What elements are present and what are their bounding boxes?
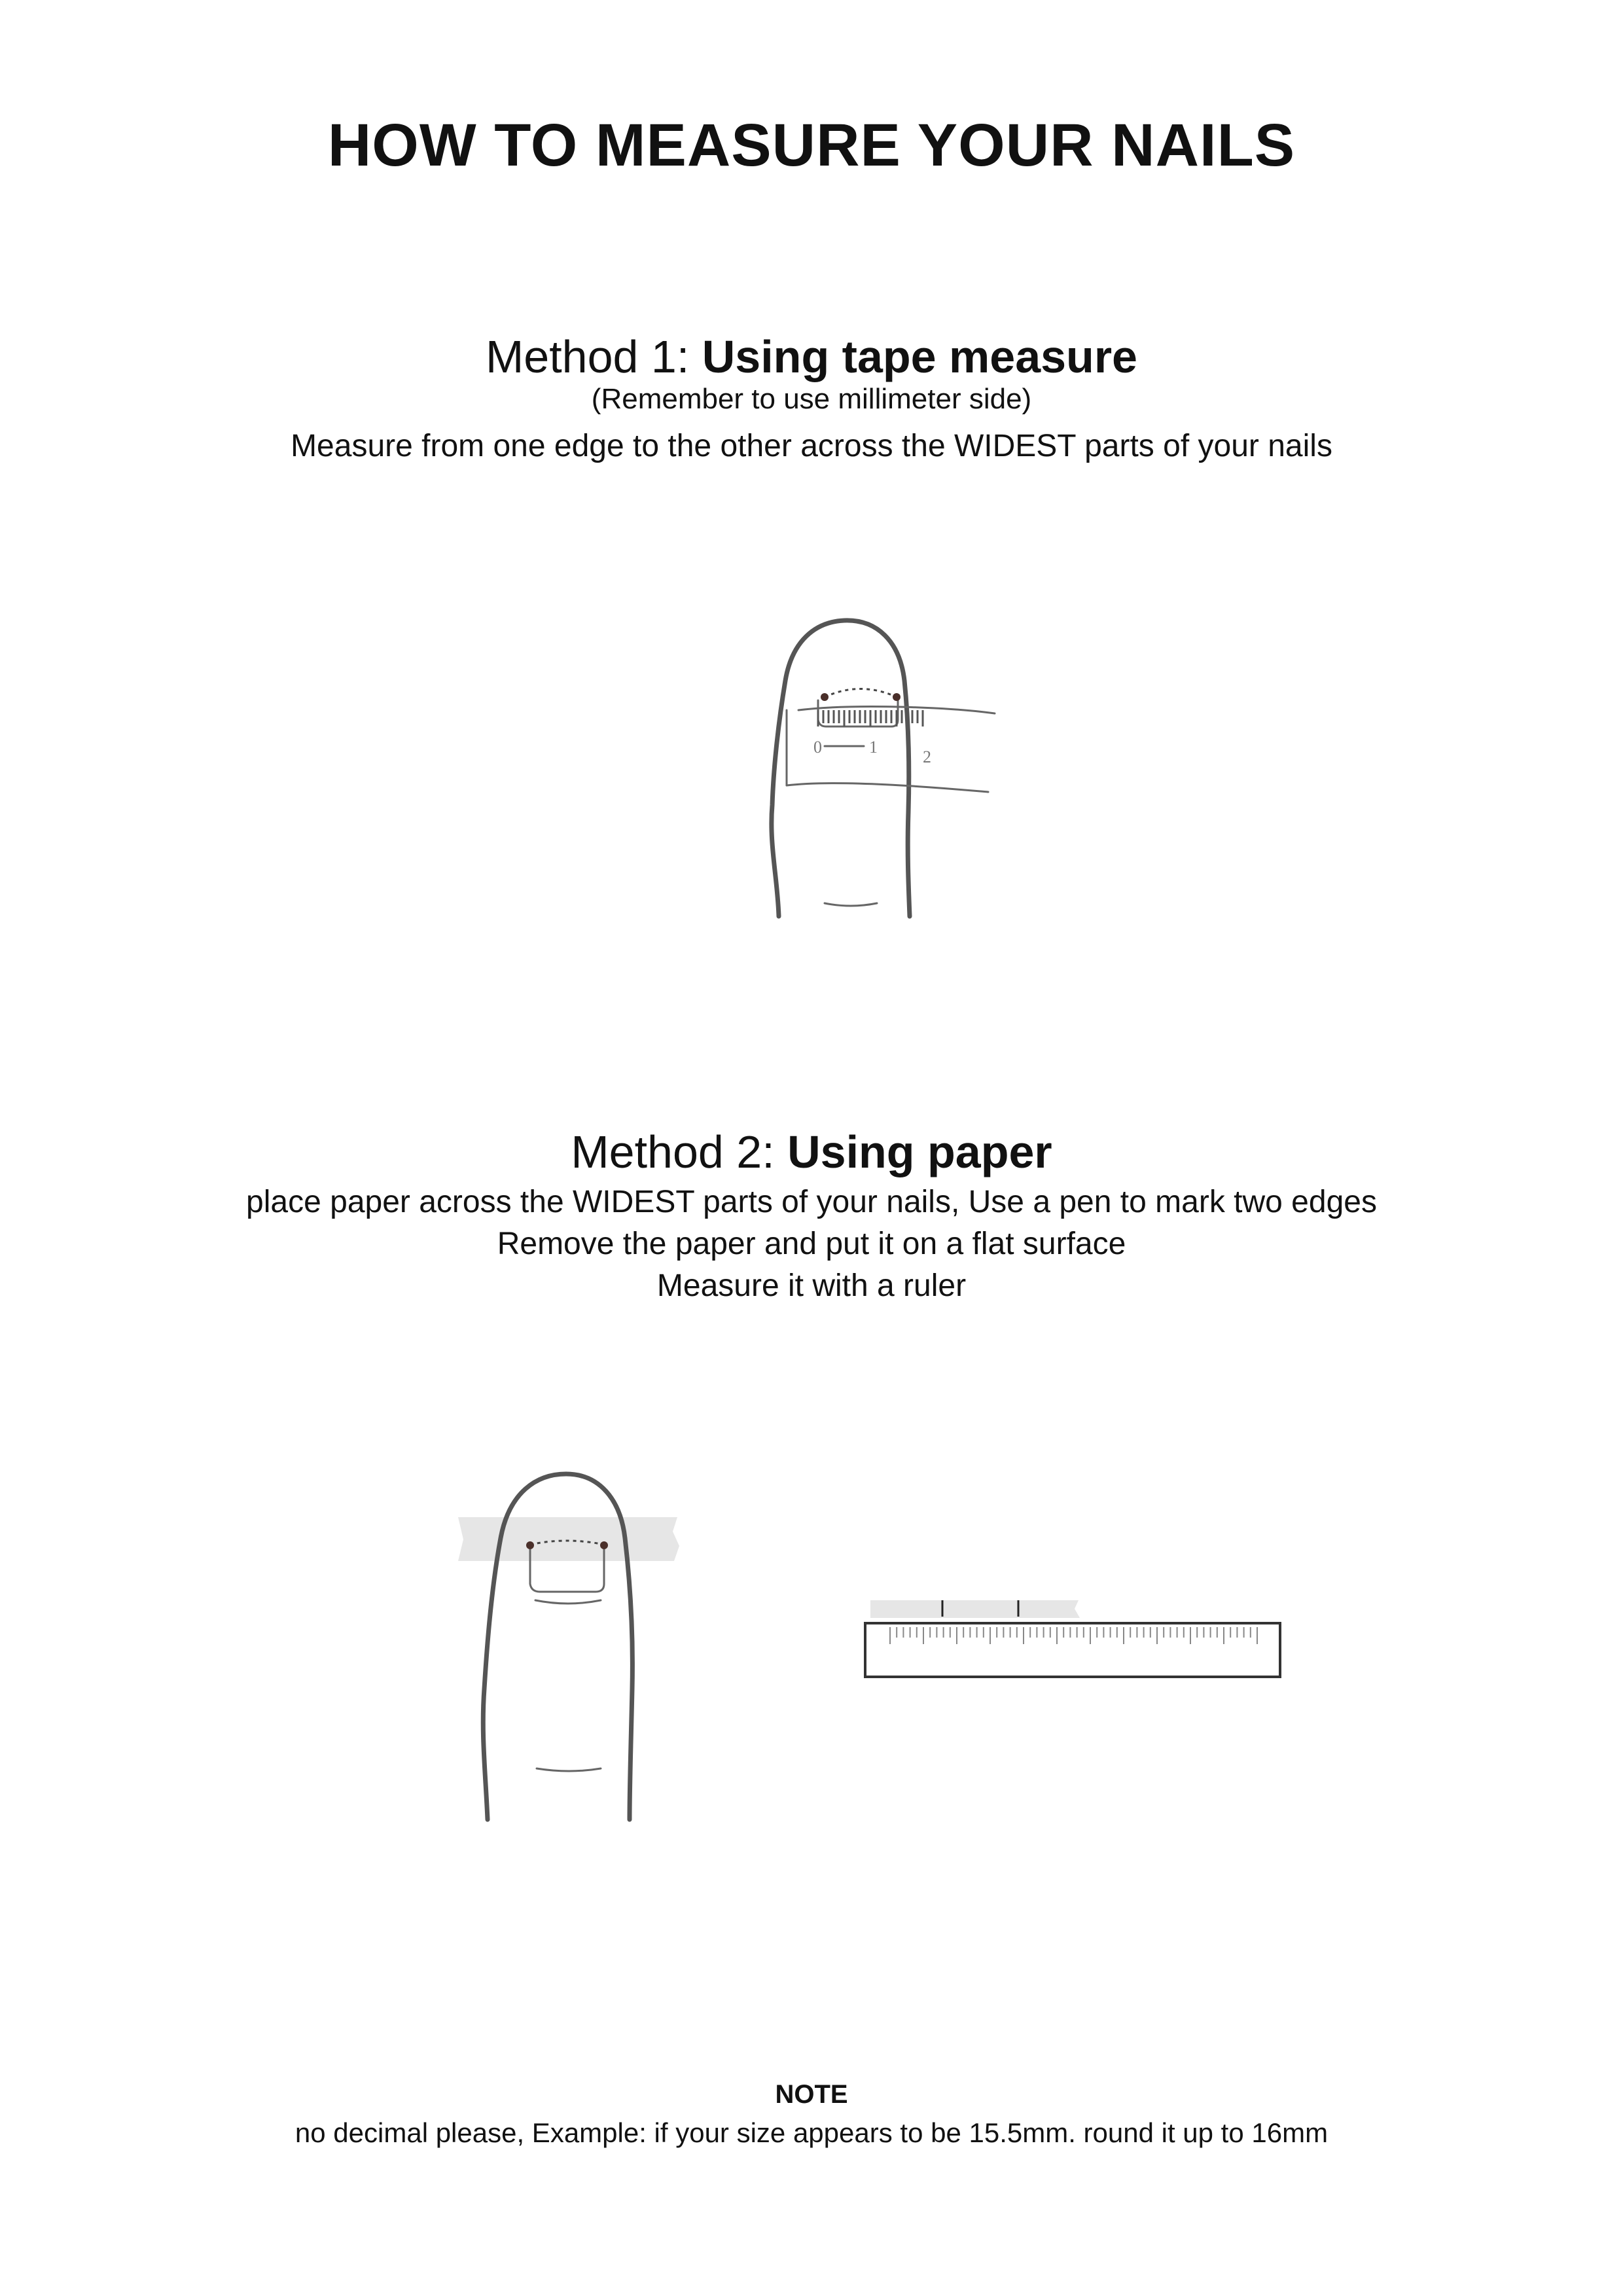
left-mark-dot <box>821 693 829 701</box>
method-2-step-2: Remove the paper and put it on a flat surface <box>497 1227 1126 1261</box>
note-heading: NOTE <box>775 2080 848 2109</box>
method-1-note: (Remember to use millimeter side) <box>591 383 1032 415</box>
tape-label-2: 2 <box>923 747 931 766</box>
finger-paper-illustration <box>452 1466 687 1833</box>
method-2-steps <box>0 1181 1623 1307</box>
finger-outline <box>772 620 910 916</box>
method-2-prefix: Method 2: <box>571 1126 788 1177</box>
tape-bottom-edge <box>787 783 988 792</box>
marked-paper-strip <box>870 1600 1080 1618</box>
knuckle-crease <box>825 903 877 906</box>
ruler <box>865 1623 1280 1677</box>
tape-label-0: 0 <box>813 738 822 757</box>
method-2-step-1: place paper across the WIDEST parts of your nails, Use a pen to mark two edges <box>246 1185 1377 1219</box>
measure-arc <box>825 689 897 698</box>
ruler-with-paper-illustration <box>864 1597 1296 1702</box>
note-text: no decimal please, Example: if your size appears to be 15.5mm. round it up to 16mm <box>294 2117 1329 2148</box>
tape-label-1: 1 <box>869 738 878 757</box>
paper-strip <box>458 1517 679 1561</box>
paper-right-mark <box>600 1541 608 1549</box>
right-mark-dot <box>893 693 901 701</box>
method-2-name: Using paper <box>787 1126 1052 1177</box>
method-2-step-3: Measure it with a ruler <box>656 1268 967 1303</box>
method-1-heading <box>0 331 1623 383</box>
method-1-name: Using tape measure <box>702 331 1137 382</box>
nail-bed-line <box>535 1600 601 1604</box>
finger-tape-measure-illustration <box>753 615 1027 929</box>
method-1-prefix: Method 1: <box>485 331 702 382</box>
page-title: HOW TO MEASURE YOUR NAILS <box>327 112 1296 179</box>
method-1-instruction: Measure from one edge to the other across the WIDEST parts of your nails <box>291 429 1332 463</box>
knuckle-crease-2 <box>537 1768 601 1771</box>
method-2-heading <box>0 1126 1623 1178</box>
paper-left-mark <box>526 1541 534 1549</box>
